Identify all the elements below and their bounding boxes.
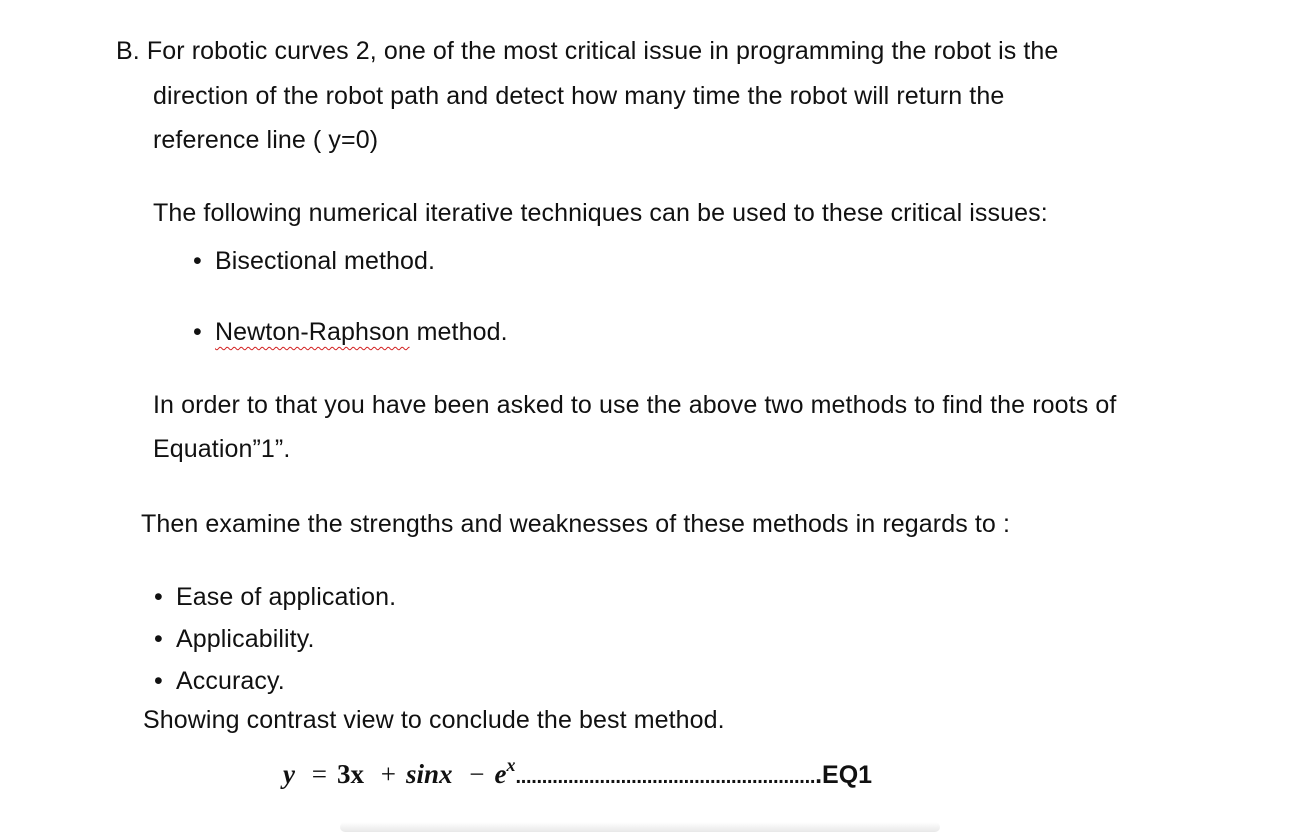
criteria-item-accuracy (154, 666, 285, 696)
method-item-newton (193, 317, 508, 347)
criteria-label: Applicability. (176, 625, 315, 653)
equation-plus: + (380, 759, 396, 789)
question-line-2: direction of the robot path and detect how many time the robot will return the (153, 82, 1005, 110)
criteria-item-ease (154, 582, 396, 612)
equation-term-sinx: sinx (405, 759, 453, 789)
task-line-2: Equation”1”. (153, 435, 291, 463)
criteria-label: Ease of application. (176, 583, 397, 611)
page-bottom-shadow (340, 822, 940, 832)
criteria-label: Accuracy. (176, 667, 285, 695)
equation-exponent: x (506, 755, 516, 775)
equation-term-e: e (494, 759, 507, 789)
task-line-1: In order to that you have been asked to use the above two methods to find the roots of (153, 391, 1117, 419)
bullet-icon: • (154, 667, 163, 695)
method-item-bisection (193, 246, 435, 276)
method-label-rest: method. (409, 318, 508, 346)
question-line-3: reference line ( y=0) (153, 126, 379, 154)
conclusion-text: Showing contrast view to conclude the best method. (143, 706, 725, 734)
equation-label: .EQ1 (815, 761, 873, 789)
bullet-icon: • (154, 625, 163, 653)
bullet-icon: • (154, 583, 163, 611)
bullet-icon: • (193, 318, 202, 346)
spellcheck-flagged-word[interactable]: Newton-Raphson (215, 318, 410, 346)
equation-eq1 (283, 748, 872, 794)
bullet-icon: • (193, 247, 202, 275)
examine-text: Then examine the strengths and weaknesses of these methods in regards to : (141, 510, 1011, 538)
equation-leader-dots: ......................................................... (515, 766, 816, 788)
question-line-1: B. For robotic curves 2, one of the most critical issue in programming the robot is the (116, 37, 1059, 65)
equation-equals: = (311, 759, 327, 789)
equation-term-3x: 3x (336, 759, 364, 789)
intro-text: The following numerical iterative techniques can be used to these critical issues: (153, 199, 1048, 227)
equation-minus: − (469, 759, 485, 789)
method-label: Bisectional method. (215, 247, 436, 275)
criteria-item-applicability (154, 624, 315, 654)
equation-lhs: y (283, 759, 295, 789)
